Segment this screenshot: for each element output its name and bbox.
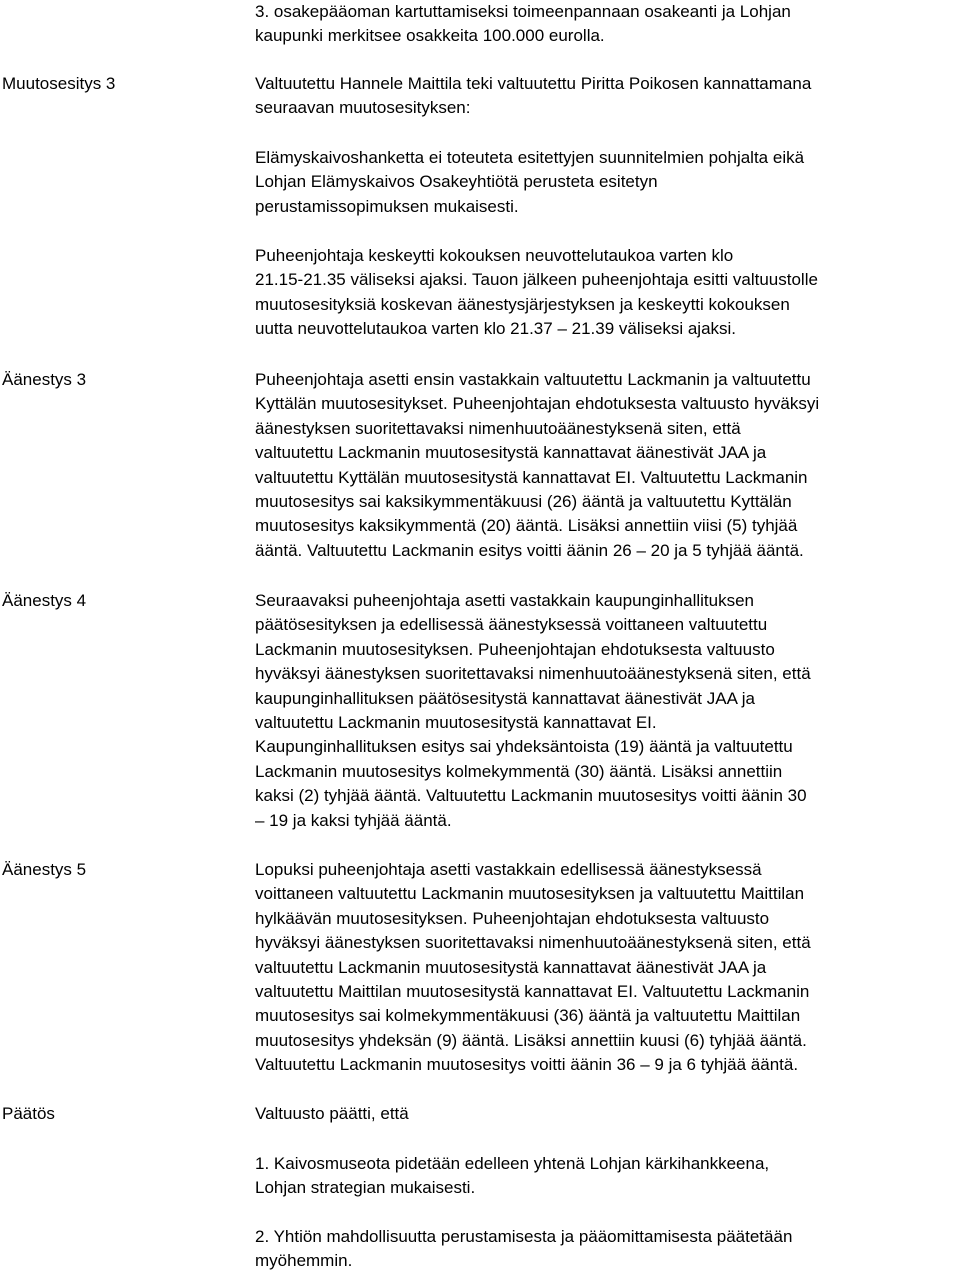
text-line: Kaupunginhallituksen esitys sai yhdeksäntoista (19) ääntä ja valtuutettu [255,737,793,757]
text-line: kaupunginhallituksen päätösesitystä kannattavat äänestivät JAA ja [255,688,755,708]
text-line: 1. Kaivosmuseota pidetään edelleen yhtenä Lohjan kärkihankkeena, [255,1154,770,1173]
paatos-label: Päätös [2,1104,55,1123]
text-line: seuraavan muutosesityksen: [255,98,471,118]
text-line: voittaneen valtuutettu Lackmanin muutosesityksen ja valtuutettu Maittilan [255,884,805,904]
text-line: muutosesitys yhdeksän (9) ääntä. Lisäksi annettiin kuusi (6) tyhjää ääntä. [255,1030,807,1050]
text-line: muutosesityksiä koskevan äänestysjärjestyksen ja keskeytti kokouksen [255,294,790,314]
text-line: valtuutettu Maittilan muutosesitystä kannattavat EI. Valtuutettu Lackmanin [255,982,810,1002]
text-line: kaupunki merkitsee osakkeita 100.000 eurolla. [255,26,605,46]
text-line: Lackmanin muutosesityksen. Puheenjohtajan ehdotuksesta valtuusto [255,639,775,659]
text-line: Lopuksi puheenjohtaja asetti vastakkain edellisessä äänestyksessä [255,860,762,879]
text-line: kaksi (2) tyhjää ääntä. Valtuutettu Lackmanin muutosesitys voitti äänin 30 [255,786,807,806]
text-line: 2. Yhtiön mahdollisuutta perustamisesta ja pääomittamisesta päätetään [255,1227,793,1246]
top-paragraph [255,0,960,49]
text-line: äänestyksen suoritettavaksi nimenhuutoäänestyksenä siten, että [255,418,741,438]
text-line: perustamissopimuksen mukaisesti. [255,196,519,216]
text-line: Puheenjohtaja asetti ensin vastakkain valtuutettu Lackmanin ja valtuutettu [255,370,811,389]
text-line: muutosesitys sai kaksikymmentäkuusi (26) ääntä ja valtuutettu Kyttälän [255,492,792,512]
text-line: Puheenjohtaja keskeytti kokouksen neuvottelutaukoa varten klo [255,246,734,265]
aanestys3-text [255,368,960,563]
aanestys5-text [255,858,960,1078]
text-line: muutosesitys kaksikymmentä (20) ääntä. Lisäksi annettiin viisi (5) tyhjää [255,516,798,536]
text-line: Lohjan strategian mukaisesti. [255,1178,476,1198]
text-line: valtuutettu Lackmanin muutosesitystä kannattavat EI. [255,713,657,733]
text-line: – 19 ja kaksi tyhjää ääntä. [255,810,452,830]
text-line: Valtuutettu Lackmanin muutosesitys voitti äänin 36 – 9 ja 6 tyhjää ääntä. [255,1055,799,1075]
text-line: myöhemmin. [255,1251,353,1271]
text-line: valtuutettu Kyttälän muutosesitystä kannattavat EI. Valtuutettu Lackmanin [255,467,808,487]
muutosesitys3-label: Muutosesitys 3 [2,74,116,93]
text-line: Lackmanin muutosesitys kolmekymmentä (30) ääntä. Lisäksi annettiin [255,761,783,781]
decision-item-2 [255,1225,960,1274]
muutosesitys3-intro [255,72,960,121]
aanestys4-text [255,589,960,833]
text-line: valtuutettu Lackmanin muutosesitystä kannattavat äänestivät JAA ja [255,443,767,463]
text-line: hylkäävän muutosesityksen. Puheenjohtajan ehdotuksesta valtuusto [255,908,770,928]
text-line: 21.15-21.35 väliseksi ajaksi. Tauon jälkeen puheenjohtaja esitti valtuustolle [255,270,818,290]
text-line: valtuutettu Lackmanin muutosesitystä kannattavat äänestivät JAA ja [255,957,767,977]
text-line: Lohjan Elämyskaivos Osakeyhtiötä perusteta esitetyn [255,172,658,192]
text-line: Seuraavaksi puheenjohtaja asetti vastakkain kaupunginhallituksen [255,591,755,610]
text-line: hyväksyi äänestyksen suoritettavaksi nimenhuutoäänestyksenä siten, että [255,933,811,953]
text-line: päätösesityksen ja edellisessä äänestyksessä voittaneen valtuutettu [255,615,768,635]
text-line: hyväksyi äänestyksen suoritettavaksi nimenhuutoäänestyksenä siten, että [255,664,811,684]
muutosesitys3-proposal [255,146,960,219]
text-line: ääntä. Valtuutettu Lackmanin esitys voitti äänin 26 – 20 ja 5 tyhjää ääntä. [255,540,804,560]
text-line: Valtuutettu Hannele Maittila teki valtuutettu Piritta Poikosen kannattamana [255,74,812,93]
decision-item-1 [255,1152,960,1201]
meeting-pause-paragraph [255,244,960,342]
aanestys5-label: Äänestys 5 [2,860,87,879]
aanestys4-label: Äänestys 4 [2,591,87,610]
text-line: muutosesitys sai kolmekymmentäkuusi (36) ääntä ja valtuutettu Maittilan [255,1006,801,1026]
text-line: Kyttälän muutosesitykset. Puheenjohtajan ehdotuksesta valtuusto hyväksyi [255,394,820,414]
aanestys3-label: Äänestys 3 [2,370,87,389]
text-line: uutta neuvottelutaukoa varten klo 21.37 – 21.39 väliseksi ajaksi. [255,319,737,339]
text-line: 3. osakepääoman kartuttamiseksi toimeenpannaan osakeanti ja Lohjan [255,2,791,21]
paatos-intro: Valtuusto päätti, että [255,1104,409,1123]
text-line: Elämyskaivoshanketta ei toteuteta esitettyjen suunnitelmien pohjalta eikä [255,148,805,167]
